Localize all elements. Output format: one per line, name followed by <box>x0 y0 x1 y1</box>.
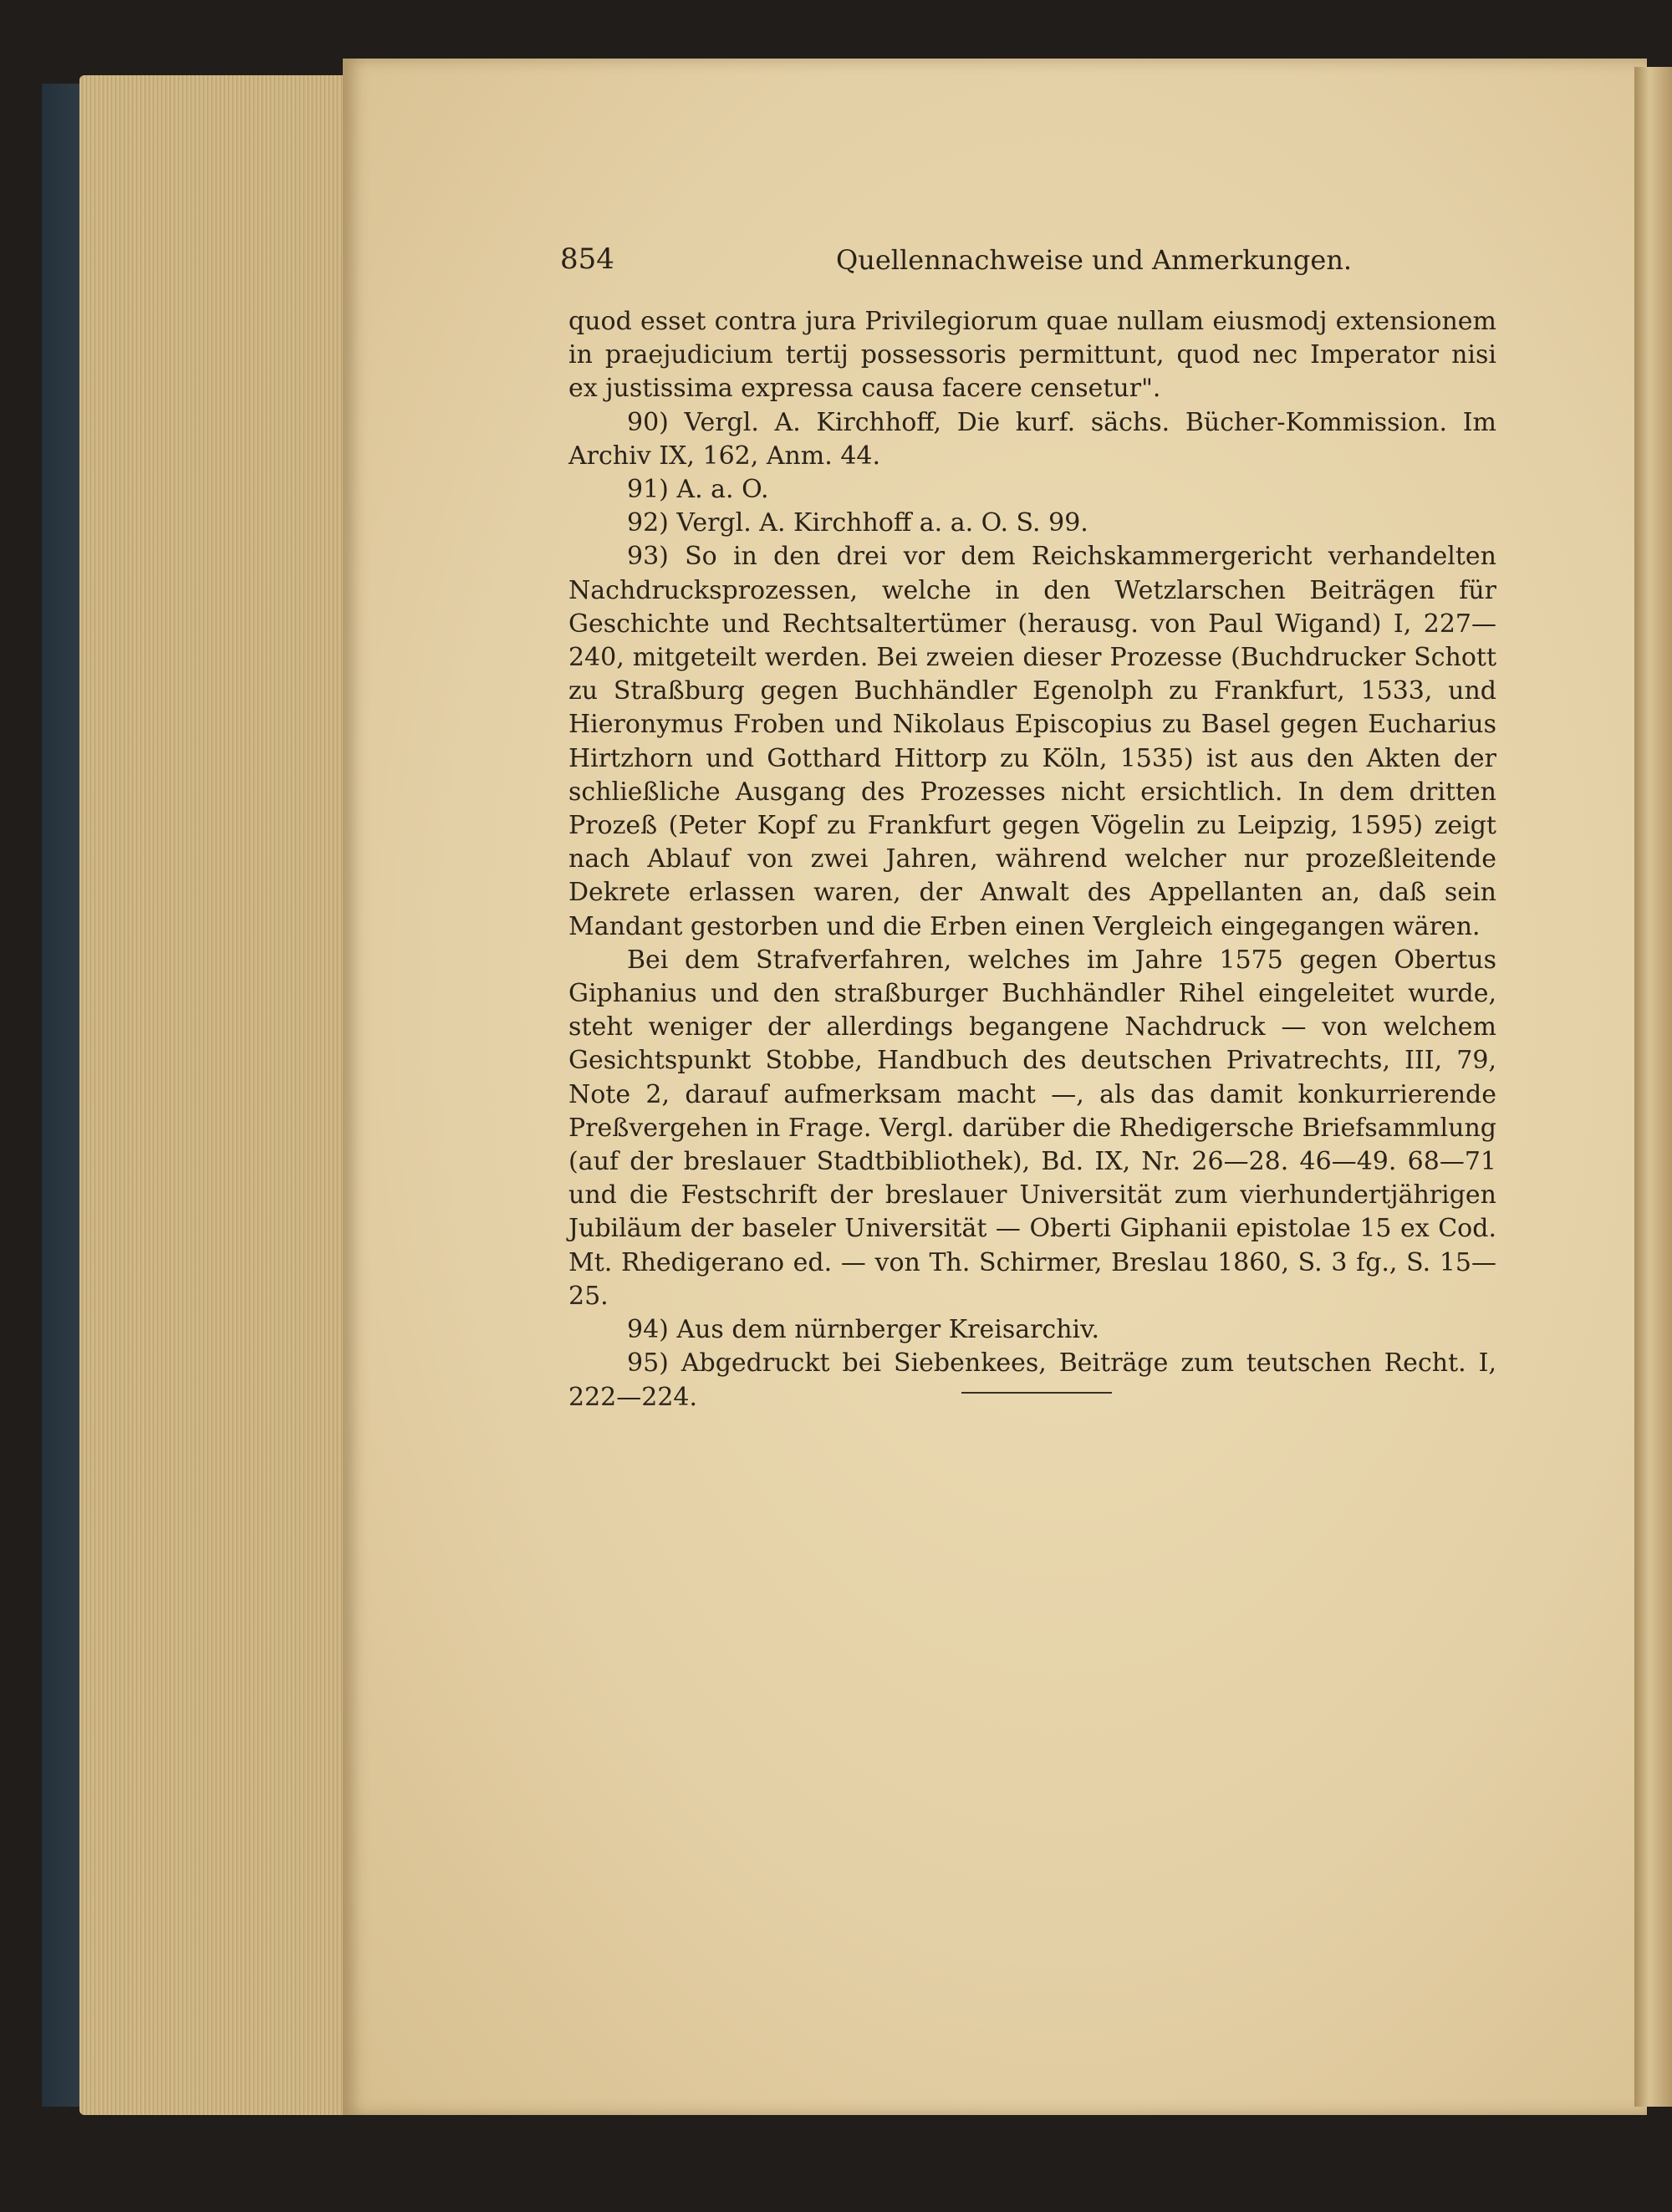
next-page-edge <box>1634 67 1672 2107</box>
footnote-93-continued: Bei dem Strafverfahren, welches im Jahre 1575 gegen Obertus Giphanius und den straßburger Buchhändler Rihel eingeleitet wurde, steht weniger der allerdings begangene Nachdruck — von welchem Gesichtspunkt Stobbe, Handbuch des deutschen Privatrechts, III, 79, Note 2, darauf aufmerksam macht —, als das damit konkurrierende Preßvergehen in Frage. Vergl. darüber die Rhedigersche Briefsammlung (auf der breslauer Stadtbibliothek), Bd. IX, Nr. 26—28. 46—49. 68—71 und die Festschrift der breslauer Universität zum vierhundertjährigen Jubiläum der baseler Universität — Oberti Giphanii epistolae 15 ex Cod. Mt. Rhedigerano ed. — von Th. Schirmer, Breslau 1860, S. 3 fg., S. 15—25. <box>568 945 1496 1311</box>
footnote-94: 94) Aus dem nürnberger Kreisarchiv. <box>627 1315 1100 1345</box>
footnote-91: 91) A. a. O. <box>627 475 769 505</box>
page-header <box>560 242 1496 284</box>
page-number: 854 <box>560 242 614 276</box>
footnote-text <box>568 305 1496 1414</box>
footnote-95: 95) Abgedruckt bei Siebenkees, Beiträge zum teutschen Recht. I, 222—224. <box>568 1348 1496 1412</box>
latin-quote-continuation: quod esset contra jura Privilegiorum quae nullam eiusmodj extensionem in praejudicium tertij possessoris permittunt, quod nec Imperator nisi ex justissima expressa causa facere censetur". <box>568 307 1496 404</box>
end-rule <box>961 1392 1112 1394</box>
footnote-90: 90) Vergl. A. Kirchhoff, Die kurf. sächs. Bücher-Kommission. Im Archiv IX, 162, Anm. 44. <box>568 407 1496 471</box>
footnote-92: 92) Vergl. A. Kirchhoff a. a. O. S. 99. <box>627 508 1088 538</box>
running-title: Quellennachweise und Anmerkungen. <box>836 244 1353 276</box>
page-edges <box>79 75 347 2115</box>
footnote-93: 93) So in den drei vor dem Reichskammergericht verhandelten Nachdrucksprozessen, welche in den Wetzlarschen Beiträgen für Geschichte und Rechtsaltertümer (herausg. von Paul Wigand) I, 227—240, mitgeteilt werden. Bei zweien dieser Prozesse (Buchdrucker Schott zu Straßburg gegen Buchhändler Egenolph zu Frankfurt, 1533, und Hieronymus Froben und Nikolaus Episcopius zu Basel gegen Eucharius Hirtzhorn und Gotthard Hittorp zu Köln, 1535) ist aus den Akten der schließliche Ausgang des Prozesses nicht ersichtlich. In dem dritten Prozeß (Peter Kopf zu Frankfurt gegen Vögelin zu Leipzig, 1595) zeigt nach Ablauf von zwei Jahren, während welcher nur prozeßleitende Dekrete erlassen waren, der Anwalt des Appellanten an, daß sein Mandant gestorben und die Erben einen Vergleich eingegangen wären. <box>568 542 1496 941</box>
